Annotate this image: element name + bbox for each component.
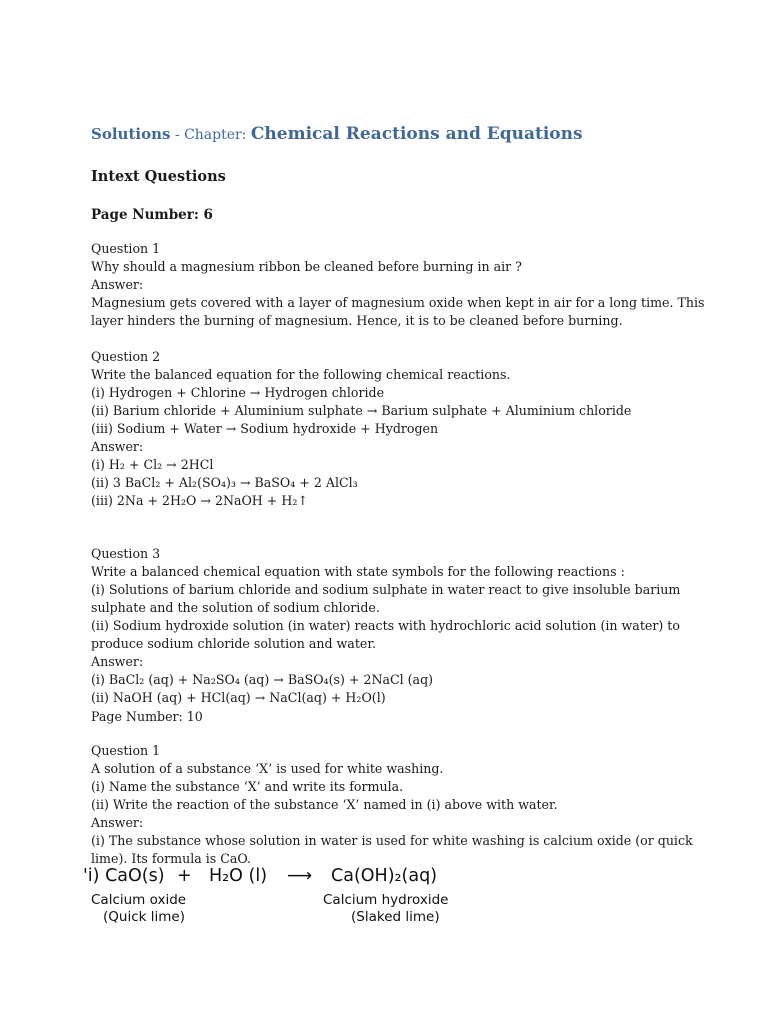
question-item: (iii) Sodium + Water → Sodium hydroxide + Hydrogen [91,421,439,436]
answer-equation: (ii) 3 BaCl₂ + Al₂(SO₄)₃ → BaSO₄ + 2 AlCl₃ [91,475,358,490]
question-block [91,348,691,510]
answer-label: Answer: [91,815,144,830]
plus-sign: + [177,866,192,886]
question-item: (ii) Write the reaction of the substance ‘X’ named in (i) above with water. [91,797,558,812]
section-title: Intext Questions [91,168,226,185]
answer-equation: (iii) 2Na + 2H₂O → 2NaOH + H₂↑ [91,493,308,508]
chapter-title: Chemical Reactions and Equations [250,124,583,144]
answer-equation: (i) H₂ + Cl₂ → 2HCl [91,457,214,472]
question-text: A solution of a substance ‘X’ is used for white washing. [91,761,444,776]
product-common-name: (Slaked lime) [351,909,440,925]
product-name: Calcium hydroxide [323,892,449,908]
product-caoh2: Ca(OH)₂(aq) [331,866,438,886]
question-item: (i) Name the substance ‘X’ and write its formula. [91,779,404,794]
equation-figure [83,866,451,930]
question-item: sulphate and the solution of sodium chloride. [91,600,380,615]
chapter-prefix: - Chapter: [170,127,251,143]
answer-label: Answer: [91,654,144,669]
reactant-water: H₂O (l) [209,866,268,886]
solutions-label: Solutions [91,125,171,143]
page-title [91,124,583,144]
question-label: Question 2 [91,349,161,364]
question-label: Question 3 [91,546,161,561]
question-item: (ii) Barium chloride + Aluminium sulphate → Barium sulphate + Aluminium chloride [91,403,632,418]
page-number-heading: Page Number: 6 [91,207,213,223]
question-block [91,742,691,868]
question-item: (i) Hydrogen + Chlorine → Hydrogen chloride [91,385,385,400]
answer-text: layer hinders the burning of magnesium. Hence, it is to be cleaned before burning. [91,313,623,328]
reactant-cao: 'i) CaO(s) [83,866,165,886]
answer-equation: (i) BaCl₂ (aq) + Na₂SO₄ (aq) → BaSO₄(s) + 2NaCl (aq) [91,672,434,687]
page-number-heading [91,708,691,726]
question-item: produce sodium chloride solution and water. [91,636,376,651]
question-item: (ii) Sodium hydroxide solution (in water) reacts with hydrochloric acid solution (in water) to [91,618,680,633]
question-item: (i) Solutions of barium chloride and sodium sulphate in water react to give insoluble barium [91,582,681,597]
answer-label: Answer: [91,277,144,292]
question-block [91,240,705,330]
reactant-common-name: (Quick lime) [103,909,185,925]
question-text: Why should a magnesium ribbon be cleaned before burning in air ? [91,259,522,274]
page-number-label: Page Number: 10 [91,709,203,724]
answer-equation: (ii) NaOH (aq) + HCl(aq) → NaCl(aq) + H₂O(l) [91,690,386,705]
reaction-arrow: ⟶ [287,866,313,886]
reactant-name: Calcium oxide [91,892,187,908]
answer-text: Magnesium gets covered with a layer of magnesium oxide when kept in air for a long time. This [91,295,705,310]
answer-label: Answer: [91,439,144,454]
answer-text: lime). Its formula is CaO. [91,851,251,866]
question-label: Question 1 [91,743,161,758]
question-block [91,545,691,707]
question-text: Write a balanced chemical equation with state symbols for the following reactions : [91,564,625,579]
answer-text: (i) The substance whose solution in water is used for white washing is calcium oxide (or quick [91,833,693,848]
question-text: Write the balanced equation for the following chemical reactions. [91,367,511,382]
question-label: Question 1 [91,241,161,256]
